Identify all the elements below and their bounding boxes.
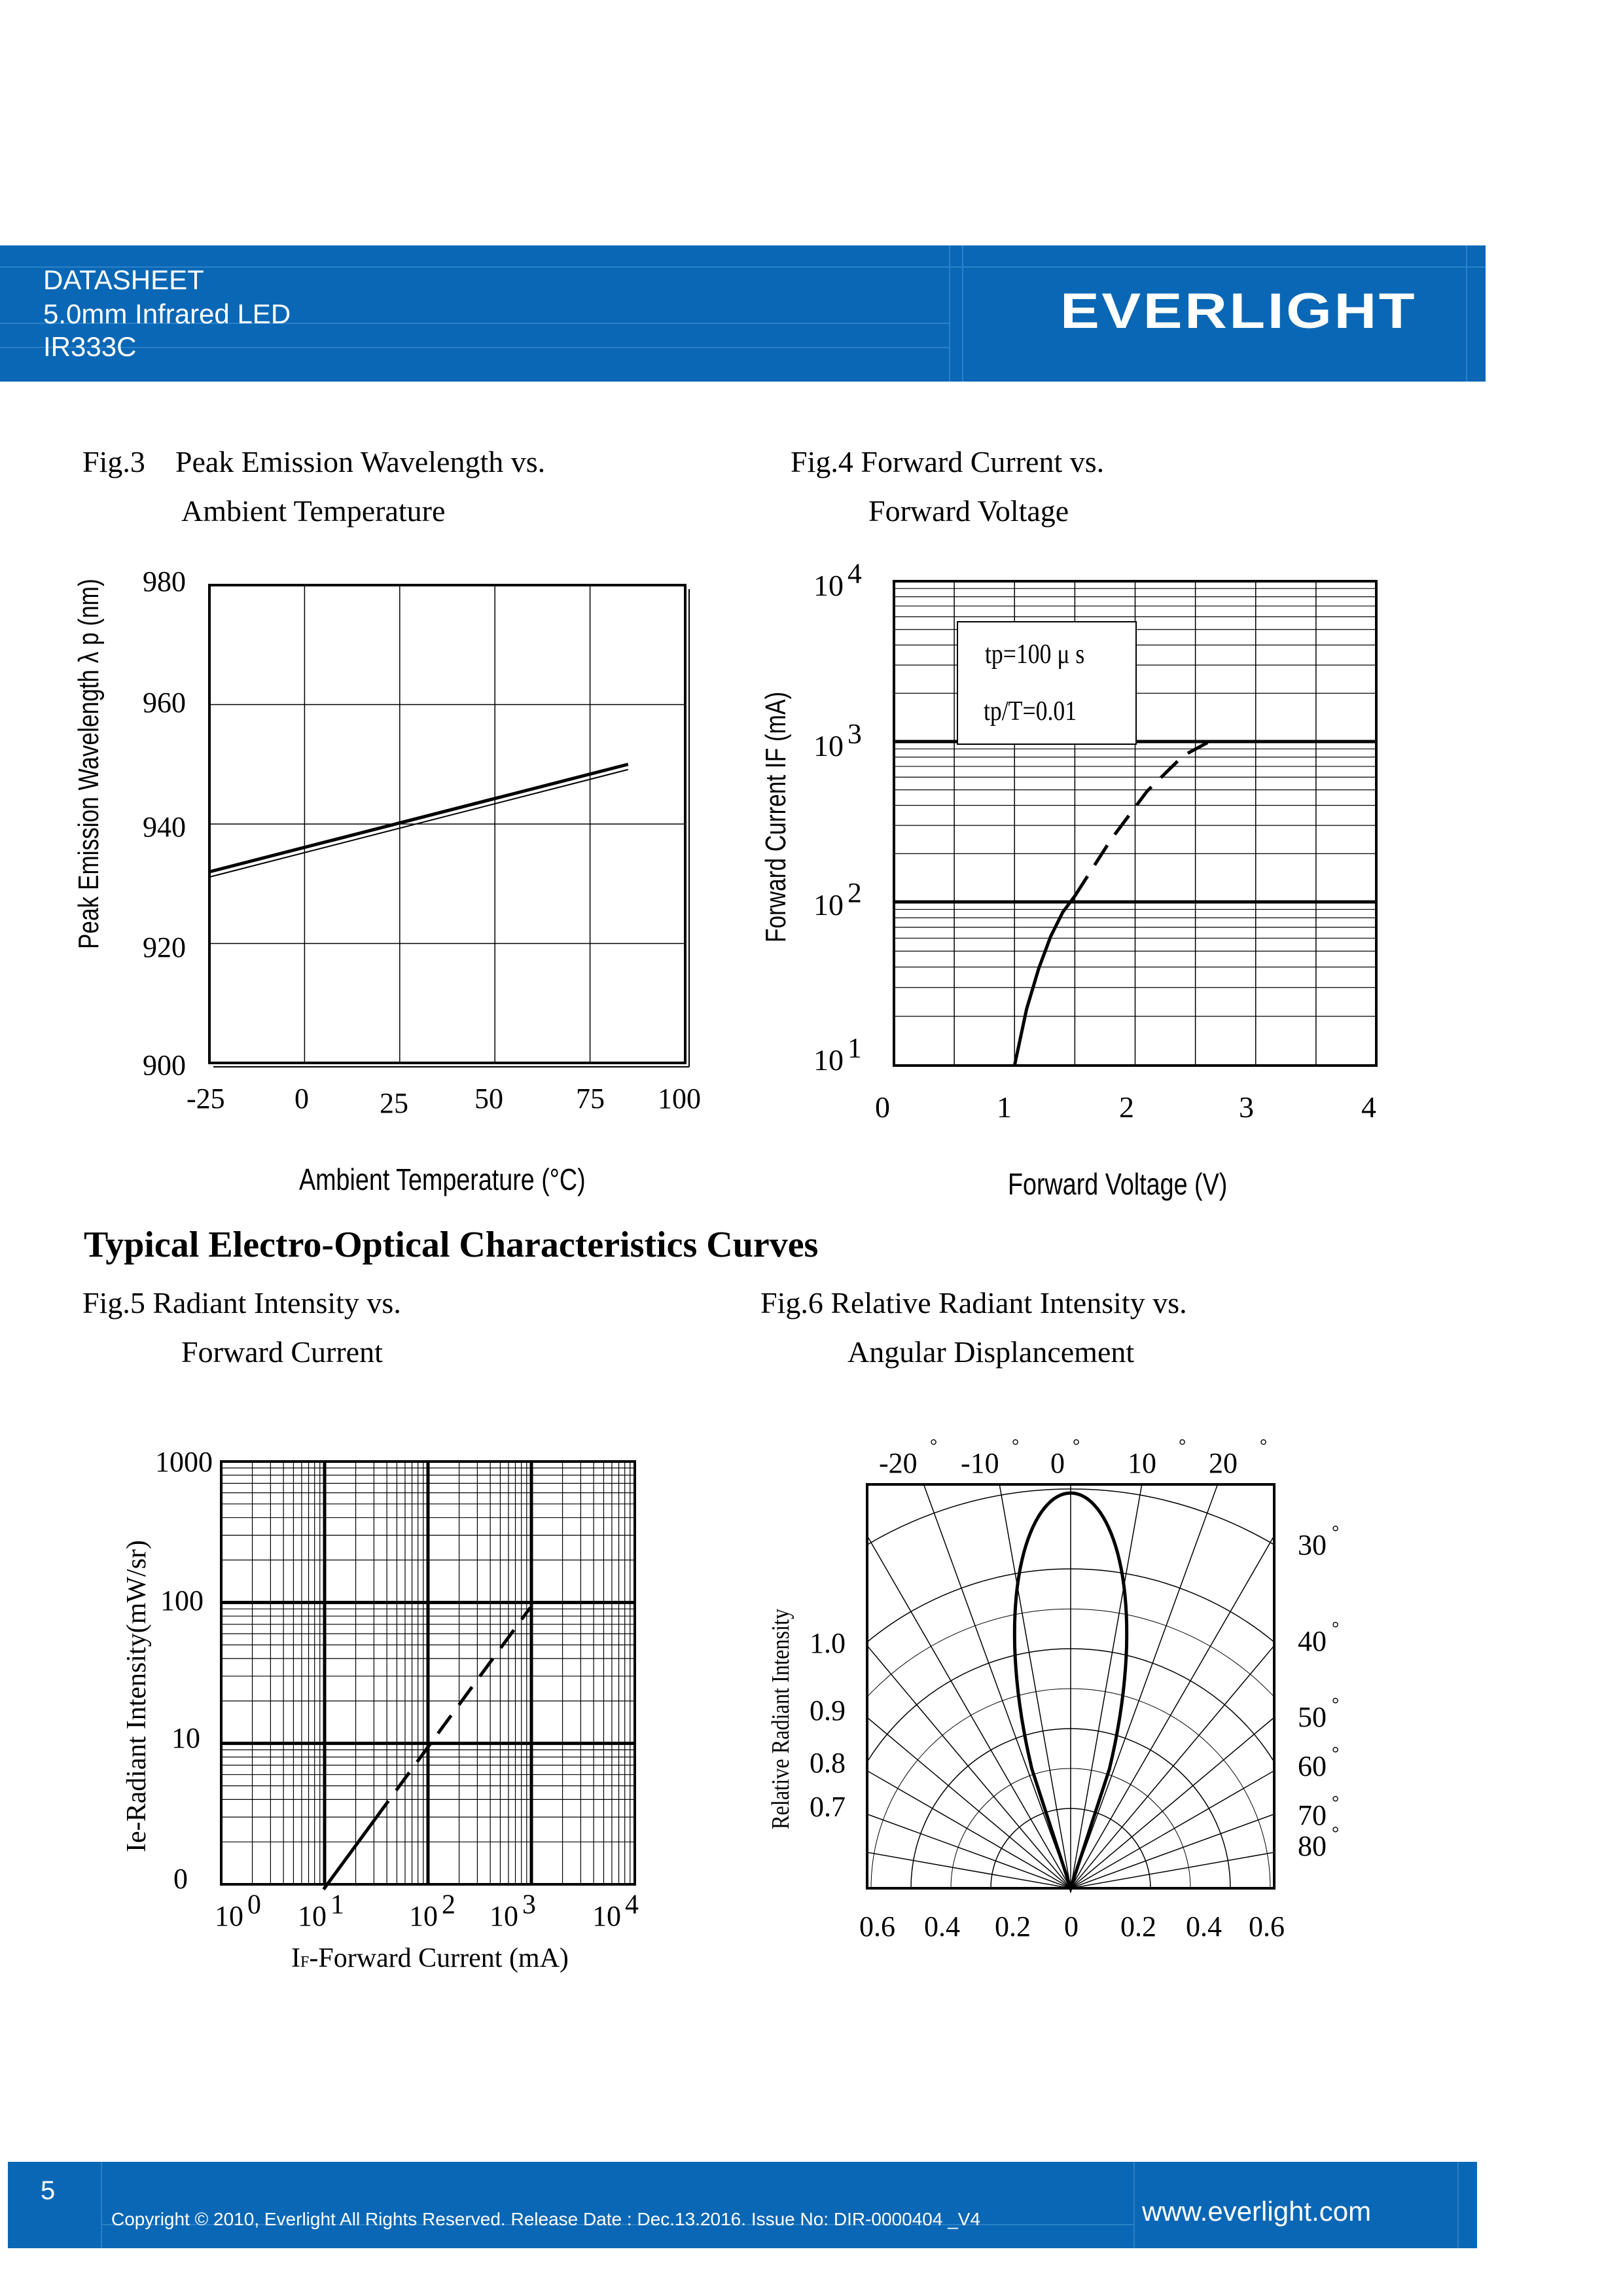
fig3-caption-line2: Ambient Temperature <box>181 494 446 528</box>
fig5-xtick-label: 10 3 <box>490 1890 536 1932</box>
fig6-right-angle-label: 80 <box>1298 1830 1327 1862</box>
fig6-right-angle-label: 30 <box>1298 1529 1327 1561</box>
fig5-xlabel-sub: F <box>300 1954 310 1971</box>
fig6-right-angle-label: 40 <box>1298 1625 1327 1657</box>
fig6-degree-mark: ° <box>1332 1522 1340 1543</box>
fig5-ylabel: Ie-Radiant Intensity(mW/sr) <box>122 1539 152 1852</box>
fig5-xtick-label: 10 0 <box>215 1890 261 1932</box>
fig4-chart <box>760 558 1376 1201</box>
fig5-xtick-label: 10 1 <box>298 1890 344 1932</box>
fig6-ylabel: Relative Radiant Intensity <box>766 1608 794 1829</box>
fig3-xlabel: Ambient Temperature (°C) <box>299 1162 586 1196</box>
fig6-bottom-value-label: 0 <box>1064 1910 1079 1943</box>
fig6-left-value-label: 0.7 <box>810 1791 846 1823</box>
section-title: Typical Electro-Optical Characteristics Curves <box>84 1225 819 1265</box>
fig6-angle-spoke <box>988 1416 1071 1888</box>
fig4-xtick-label: 4 <box>1361 1090 1376 1124</box>
fig3-xtick-label: 50 <box>474 1083 503 1115</box>
fig6-degree-mark: ° <box>1073 1436 1080 1456</box>
fig6-degree-mark: ° <box>1179 1436 1186 1456</box>
fig4-series-solid <box>1014 896 1075 1066</box>
fig6-degree-mark: ° <box>1332 1823 1340 1844</box>
fig6-bottom-value-label: 0.2 <box>995 1910 1031 1943</box>
fig4-xtick-label: 3 <box>1239 1090 1254 1124</box>
fig5-series-solid <box>323 1819 375 1890</box>
fig6-degree-mark: ° <box>1332 1744 1340 1764</box>
fig4-ylabel: Forward Current IF (mA) <box>760 691 792 942</box>
fig6-top-angle-label: -20 <box>879 1447 918 1479</box>
fig4-caption: Fig.4 Forward Current vs. <box>791 445 1105 478</box>
fig6-bottom-value-label: 0.6 <box>859 1910 895 1943</box>
fig4-xtick-label: 2 <box>1119 1090 1134 1124</box>
fig6-angle-spoke <box>1071 1649 1486 1888</box>
fig6-angle-spoke <box>620 1725 1071 1888</box>
fig4-xlabel: Forward Voltage (V) <box>1008 1167 1228 1201</box>
fig5-ytick-label: 10 <box>171 1722 200 1754</box>
fig6-degree-mark: ° <box>1332 1695 1340 1715</box>
fig5-grid <box>221 1462 635 1884</box>
part-number: IR333C <box>43 331 137 362</box>
fig6-right-angle-label: 60 <box>1298 1750 1327 1782</box>
product-name: 5.0mm Infrared LED <box>43 298 291 329</box>
fig6-degree-mark: ° <box>1260 1436 1268 1456</box>
fig6-caption: Fig.6 Relative Radiant Intensity vs. <box>760 1286 1187 1319</box>
fig6-top-angle-label: 0 <box>1050 1447 1065 1479</box>
fig6-top-angle-label: -10 <box>961 1447 999 1479</box>
fig3-ylabel: Peak Emission Wavelength λ p (nm) <box>73 579 105 949</box>
fig5-caption: Fig.5 Radiant Intensity vs. <box>82 1286 401 1319</box>
fig3-xtick-label: 25 <box>380 1087 408 1119</box>
fig6-angle-spoke <box>1071 1725 1521 1888</box>
fig3-xtick-label: 100 <box>658 1083 701 1115</box>
fig6-left-value-label: 0.9 <box>810 1695 846 1727</box>
fig3-series-line <box>209 764 628 872</box>
fig3-xtick-label: 0 <box>294 1083 309 1115</box>
fig5-ytick-label: 1000 <box>155 1446 213 1478</box>
fig6-bottom-value-label: 0.4 <box>924 1910 960 1943</box>
fig5-xlabel <box>291 1943 569 1973</box>
fig4-note-pulse-width: tp=100 μ s <box>985 639 1085 670</box>
fig4-ytick-label: 10 1 <box>813 1032 862 1077</box>
fig6-angle-spoke <box>656 1649 1071 1888</box>
footer-divider <box>1457 2162 1459 2248</box>
fig3-xtick-label: 75 <box>576 1083 605 1115</box>
datasheet-label: DATASHEET <box>43 264 204 295</box>
fig3-xtick-label: -25 <box>187 1083 225 1115</box>
fig6-top-angle-label: 20 <box>1209 1447 1238 1479</box>
copyright-text: Copyright © 2010, Everlight All Rights Reserved. Release Date : Dec.13.2016. Issue No: DIR-0000404 _V4 <box>111 2209 981 2229</box>
fig6-top-angle-label: 10 <box>1128 1447 1156 1479</box>
fig6-degree-mark: ° <box>1012 1436 1020 1456</box>
fig3-grid <box>209 585 685 1063</box>
fig5-caption-line2: Forward Current <box>181 1335 383 1369</box>
fig6-bottom-value-label: 0.2 <box>1120 1910 1156 1943</box>
fig6-degree-mark: ° <box>930 1436 938 1456</box>
fig3-ytick-label: 940 <box>143 811 186 843</box>
fig5-xlabel-rest: -Forward Current (mA) <box>309 1943 569 1973</box>
fig4-series-dashed <box>1075 743 1207 896</box>
footer-divider <box>101 2162 102 2248</box>
fig6-right-angle-label: 50 <box>1298 1701 1327 1733</box>
fig5-xtick-label: 10 4 <box>592 1890 639 1932</box>
fig6-bottom-value-label: 0.4 <box>1186 1910 1222 1943</box>
fig3-ytick-label: 900 <box>143 1049 186 1081</box>
fig6-bottom-value-label: 0.6 <box>1249 1910 1285 1943</box>
website-link[interactable]: www.everlight.com <box>1142 2196 1372 2227</box>
fig4-xtick-label: 0 <box>875 1090 890 1124</box>
fig4-xtick-label: 1 <box>997 1090 1012 1124</box>
fig6-left-value-label: 1.0 <box>810 1627 846 1659</box>
page-number: 5 <box>41 2176 56 2205</box>
fig6-degree-mark: ° <box>1332 1793 1340 1813</box>
fig6-right-angle-label: 70 <box>1298 1799 1327 1831</box>
fig4-caption-line2: Forward Voltage <box>868 494 1069 528</box>
fig6-grid-inner <box>592 1409 1550 1888</box>
fig4-ytick-label: 10 4 <box>813 558 862 602</box>
fig3-caption: Fig.3 Peak Emission Wavelength vs. <box>82 445 546 478</box>
fig6-left-value-label: 0.8 <box>810 1747 846 1779</box>
fig5-chart <box>122 1446 639 1973</box>
fig5-ytick-label: 0 <box>173 1863 188 1895</box>
fig3-chart <box>73 565 701 1196</box>
fig3-series-line-shadow <box>209 770 628 877</box>
fig4-ytick-label: 10 2 <box>813 877 862 922</box>
fig5-xtick-label: 10 2 <box>409 1890 455 1932</box>
everlight-logo: EVERLIGHT <box>1060 283 1418 339</box>
fig5-series-dashed <box>375 1607 530 1819</box>
fig3-ytick-label: 920 <box>143 931 186 963</box>
footer-divider <box>1133 2162 1135 2248</box>
fig4-note-duty: tp/T=0.01 <box>984 696 1077 726</box>
fig6-caption-line2: Angular Displancement <box>847 1335 1135 1369</box>
fig6-angle-spoke <box>1071 1416 1154 1888</box>
fig6-degree-mark: ° <box>1332 1619 1340 1639</box>
fig3-ytick-label: 980 <box>143 565 186 598</box>
fig6-chart <box>592 1409 1550 1943</box>
fig5-xlabel-prefix: I <box>291 1943 300 1973</box>
fig4-ytick-label: 10 3 <box>813 718 862 762</box>
fig3-ytick-label: 960 <box>143 687 186 719</box>
fig5-ytick-label: 100 <box>160 1585 204 1617</box>
fig6-polar-grid <box>592 1409 1550 1888</box>
